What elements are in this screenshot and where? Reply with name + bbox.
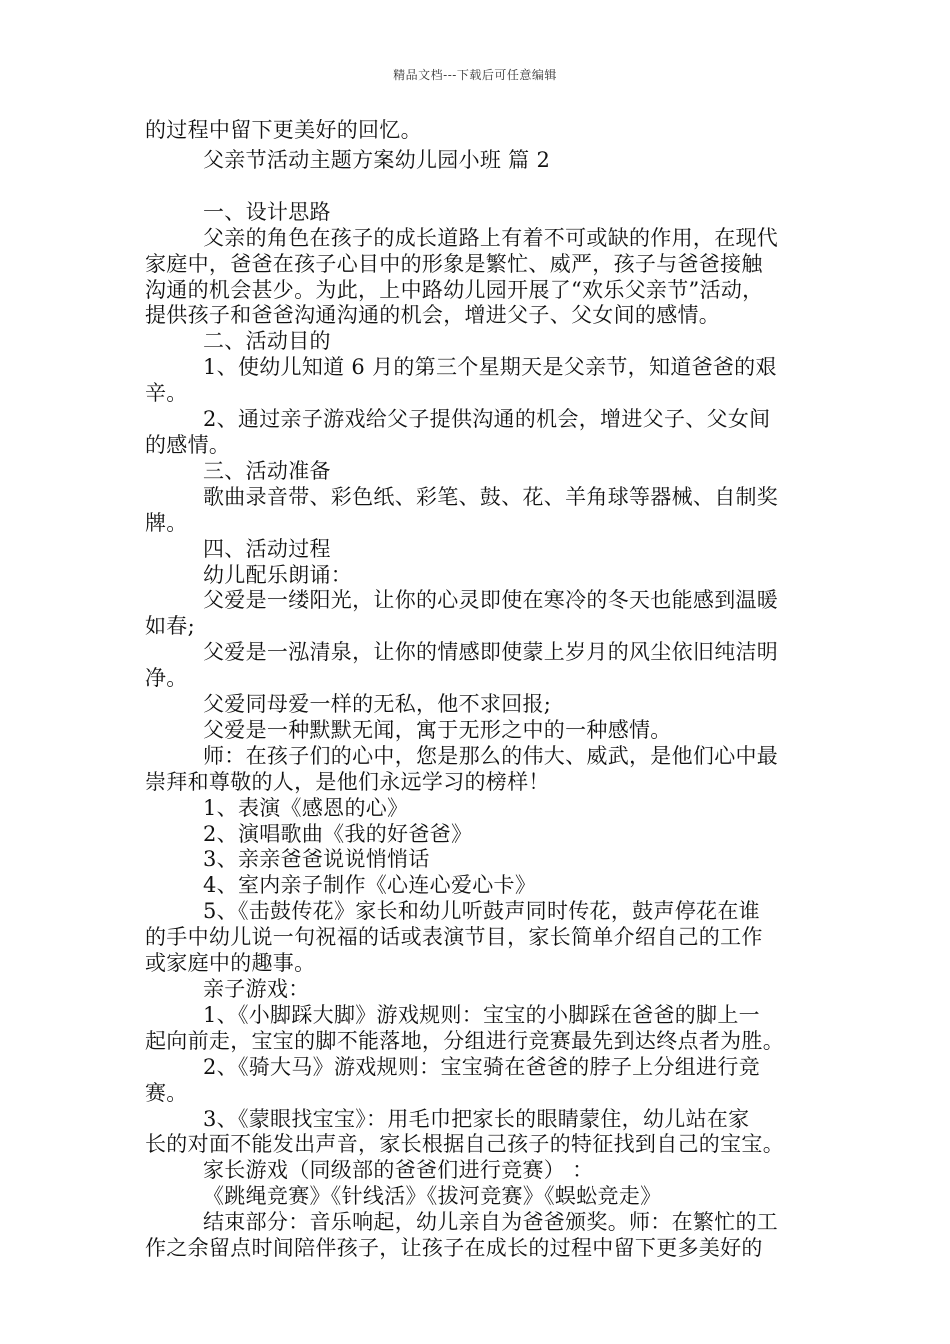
section-title: 父亲节活动主题方案幼儿园小班 篇 2 (203, 147, 551, 172)
list-item: 4、室内亲子制作《心连心爱心卡》 (203, 873, 537, 898)
paragraph-line: 歌曲录音带、彩色纸、彩笔、鼓、花、羊角球等器械、自制奖 (203, 484, 779, 509)
list-item: 3、《蒙眼找宝宝》：用毛巾把家长的眼睛蒙住，幼儿站在家 (203, 1106, 750, 1131)
paragraph-line: 父爱同母爱一样的无私，他不求回报; (203, 692, 552, 717)
heading-design-idea: 一、设计思路 (203, 199, 331, 224)
paragraph-line: 作之余留点时间陪伴孩子，让孩子在成长的过程中留下更多美好的 (145, 1236, 763, 1261)
paragraph-line: 《跳绳竞赛》《针线活》《拔河竞赛》《蜈蚣竞走》 (203, 1184, 662, 1209)
list-item: 1、《小脚踩大脚》游戏规则：宝宝的小脚踩在爸爸的脚上一 (203, 1002, 760, 1027)
paragraph-line: 崇拜和尊敬的人，是他们永远学习的榜样！ (145, 769, 550, 794)
paragraph-line: 父亲的角色在孩子的成长道路上有着不可或缺的作用，在现代 (203, 225, 779, 250)
page-header: 精品文档---下载后可任意编辑 (393, 68, 557, 82)
paragraph-line: 家庭中，爸爸在孩子心目中的形象是繁忙、威严，孩子与爸爸接触 (145, 251, 763, 276)
paragraph-line: 父爱是一泓清泉，让你的情感即使蒙上岁月的风尘依旧纯洁明 (203, 640, 779, 665)
paragraph-line: 的过程中留下更美好的回忆。 (145, 118, 422, 142)
list-item: 3、亲亲爸爸说说悄悄话 (203, 847, 430, 872)
paragraph-line: 长的对面不能发出声音，家长根据自己孩子的特征找到自己的宝宝。 (145, 1132, 784, 1157)
paragraph-line: 提供孩子和爸爸沟通沟通的机会，增进父子、父女间的感情。 (145, 303, 721, 328)
heading-activity-preparation: 三、活动准备 (203, 458, 331, 483)
paragraph-line: 沟通的机会甚少。为此，上中路幼儿园开展了“欢乐父亲节”活动， (145, 277, 764, 302)
paragraph-line: 家长游戏（同级部的爸爸们进行竞赛） ： (203, 1158, 594, 1183)
heading-activity-process: 四、活动过程 (203, 536, 331, 561)
paragraph-line: 如春; (145, 614, 195, 639)
list-item: 2、演唱歌曲《我的好爸爸》 (203, 821, 473, 846)
heading-parent-child-games: 亲子游戏： (203, 977, 310, 1001)
paragraph-line: 净。 (145, 666, 188, 691)
paragraph-line: 幼儿配乐朗诵： (203, 562, 353, 587)
list-item: 5、《击鼓传花》家长和幼儿听鼓声同时传花，鼓声停花在谁 (203, 899, 760, 924)
list-item: 2、《骑大马》游戏规则：宝宝骑在爸爸的脖子上分组进行竞 (203, 1054, 760, 1079)
paragraph-line: 父爱是一缕阳光，让你的心灵即使在寒冷的冬天也能感到温暖 (203, 588, 779, 613)
paragraph-line: 1、使幼儿知道 6 月的第三个星期天是父亲节，知道爸爸的艰 (203, 355, 777, 380)
paragraph-line: 辛。 (145, 381, 188, 406)
paragraph-line: 的手中幼儿说一句祝福的话或表演节目，家长简单介绍自己的工作 (145, 925, 763, 950)
paragraph-line: 或家庭中的趣事。 (145, 951, 316, 976)
paragraph-line: 结束部分：音乐响起，幼儿亲自为爸爸颁奖。师：在繁忙的工 (203, 1210, 779, 1235)
paragraph-line: 父爱是一种默默无闻，寓于无形之中的一种感情。 (203, 717, 672, 742)
paragraph-line: 2、通过亲子游戏给父子提供沟通的机会，增进父子、父女间 (203, 407, 771, 432)
paragraph-line: 起向前走，宝宝的脚不能落地，分组进行竞赛最先到达终点者为胜。 (145, 1028, 784, 1053)
document-body (145, 118, 813, 1262)
paragraph-line: 师：在孩子们的心中，您是那么的伟大、威武，是他们心中最 (203, 743, 779, 768)
heading-activity-goal: 二、活动目的 (203, 329, 331, 354)
blank-line (145, 174, 813, 200)
list-item: 1、表演《感恩的心》 (203, 795, 409, 820)
paragraph-line: 赛。 (145, 1080, 188, 1105)
paragraph-line: 牌。 (145, 510, 188, 535)
paragraph-line: 的感情。 (145, 432, 231, 457)
